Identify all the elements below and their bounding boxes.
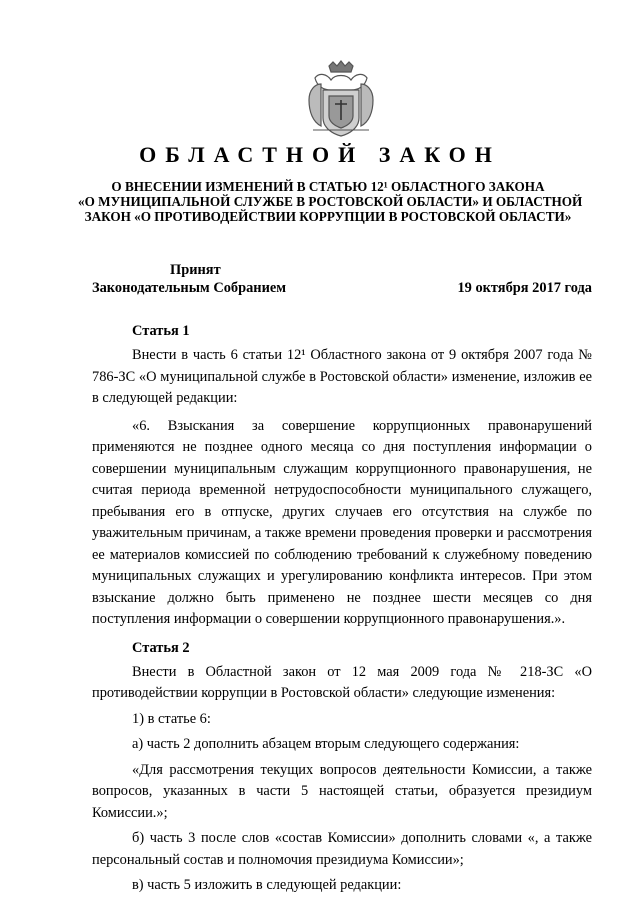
article-2-paragraph: Внести в Областной закон от 12 мая 2009 года № 218-ЗС «О противодействии коррупции в Ростовской области» следующие изменения: <box>92 663 592 701</box>
subtitle-line: О ВНЕСЕНИИ ИЗМЕНЕНИЙ В СТАТЬЮ 12¹ ОБЛАСТНОГО ЗАКОНА <box>111 179 545 194</box>
article-2-item: 1) в статье 6: <box>132 710 211 727</box>
law-subtitle <box>78 179 583 224</box>
subtitle-line: ЗАКОН «О ПРОТИВОДЕЙСТВИИ КОРРУПЦИИ В РОСТОВСКОЙ ОБЛАСТИ» <box>84 209 572 224</box>
subtitle-line: «О МУНИЦИПАЛЬНОЙ СЛУЖБЕ В РОСТОВСКОЙ ОБЛАСТИ» И ОБЛАСТНОЙ <box>78 194 583 209</box>
law-title: ОБЛАСТНОЙ ЗАКОН <box>139 142 501 167</box>
adopted-label: Принят <box>170 262 221 278</box>
coat-of-arms-icon <box>301 60 381 140</box>
adopted-by-label: Законодательным Собранием <box>92 280 287 296</box>
article-2-quoted-paragraph: «Для рассмотрения текущих вопросов деятельности Комиссии, а также вопросов, указанных в части 5 настоящей статьи, образуется президиум Комиссии.»; <box>92 761 592 821</box>
article-1-heading: Статья 1 <box>132 323 190 339</box>
article-2-item: в) часть 5 изложить в следующей редакции: <box>132 877 402 893</box>
article-2-item: б) часть 3 после слов «состав Комиссии» дополнить словами «, а также персональный состав и полномочия президиума Комиссии»; <box>92 830 592 868</box>
article-1-paragraph: Внести в часть 6 статьи 12¹ Областного закона от 9 октября 2007 года № 786-ЗС «О муниципальной службе в Ростовской области» изменение, изложив ее в следующей редакции: <box>92 347 592 406</box>
article-2-item: а) часть 2 дополнить абзацем вторым следующего содержания: <box>132 736 520 752</box>
article-1-quoted-paragraph: «6. Взыскания за совершение коррупционных правонарушений применяются не позднее одного месяца со дня поступления информации о совершении муниципальным служащим коррупционного правонарушения, не считая периода временной нетрудоспособности муниципального служащего, пребывания его в отпуске, других случаев его отсутствия на службе по уважительным причинам, а также времени проведения проверки и рассмотрения ее материалов комиссией по соблюдению требований к служебному поведению муниципальных служащих и урегулированию конфликта интересов. При этом взыскание должно быть применено не позднее шести месяцев со дня поступления информации о совершении коррупционного правонарушения.». <box>92 417 592 627</box>
article-2-heading: Статья 2 <box>132 639 190 656</box>
law-body <box>92 320 592 901</box>
adoption-date: 19 октября 2017 года <box>457 280 592 296</box>
